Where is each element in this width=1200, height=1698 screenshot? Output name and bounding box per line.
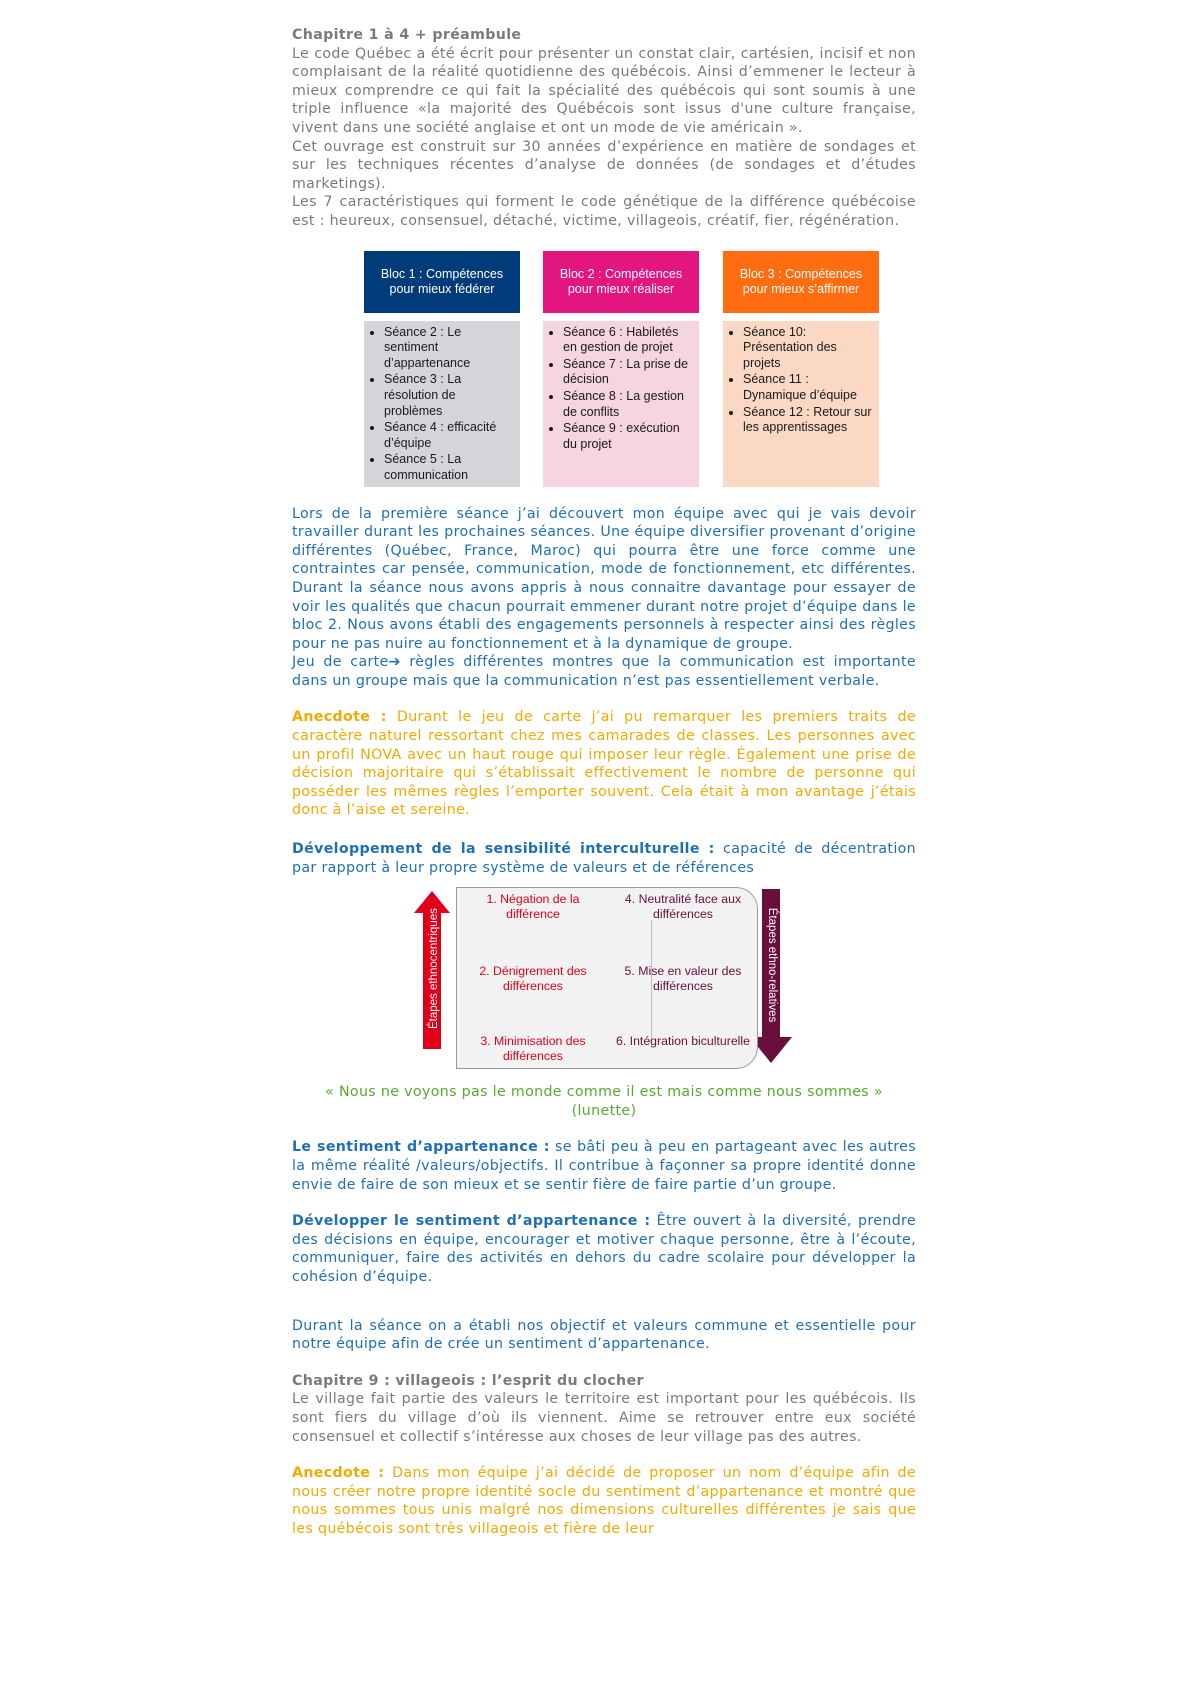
anecdote-1-text: Durant le jeu de carte j’ai pu remarquer les premiers traits de caractère naturel ressortant chez mes camarades de classes. Les personnes avec un profil NOVA avec un haut rouge qui imposer leur règle. Également une prise de décision majoritaire qui s’établissait effectivement le nombre de personne qui posséder les mêmes règles l’emporter souvent. Cela était à mon avantage j’étais donc à l’aise et sereine. (292, 709, 916, 819)
anecdote-2-label: Anecdote : (292, 1465, 385, 1482)
developper-text: Être ouvert à la diversité, prendre des décisions en équipe, encourager et motiver chaque personne, être à l’écoute, communiquer, faire des activités en dehors du cadre scolaire pour développer la cohésion d’équipe. (292, 1213, 916, 1285)
bloc-2-header: Bloc 2 : Compétences pour mieux réaliser (543, 251, 699, 313)
bloc-2-body (543, 321, 699, 487)
durant-paragraph: Durant la séance on a établi nos objectif et valeurs commune et essentielle pour notre équipe afin de crée un sentiment d’appartenance. (292, 1317, 916, 1353)
bloc-2-item: • Séance 6 : Habiletés en gestion de projet (563, 325, 693, 356)
stage-4-neutralite: 4. Neutralité face aux différences (624, 892, 742, 921)
bloc-3-item: • Séance 10: Présentation des projets (743, 325, 873, 372)
diagram-box (456, 887, 758, 1069)
chapter-9-paragraph: Le village fait partie des valeurs le territoire est important pour les québécois. Ils sont fiers du village d’où ils viennent. Aime se retrouver entre eux société consensuel et collectif s’intéresse aux choses de leur village pas des autres. (292, 1391, 916, 1445)
bloc-2-item: • Séance 9 : exécution du projet (563, 421, 693, 452)
bloc-1-body (364, 321, 520, 487)
seance-paragraph-1: Lors de la première séance j’ai découvert mon équipe avec qui je vais devoir travailler durant les prochaines séances. Une équipe diversifier provenant d’origine différentes (Québec, France, Maroc) qui pourra être une force comme une contraintes car pensée, communication, mode de fonctionnement, etc différentes. Durant la séance nous avons appris à nous connaitre davantage pour essayer de voir les qualités que chacun pourrait emmener durant notre projet d’équipe dans le bloc 2. Nous avons établi des engagements personnels à respecter ainsi des règles pour ne pas nuire au fonctionnement et à la dynamique de groupe. (292, 505, 916, 652)
bloc-3-item: • Séance 11 : Dynamique d’équipe (743, 372, 873, 403)
chapter-1-paragraph-2: Cet ouvrage est construit sur 30 années d’expérience en matière de sondages et sur les techniques récentes d’analyse de données (de sondages et d’études marketings). (292, 138, 916, 192)
ethnorelative-label: Étapes ethno-relatives (766, 908, 778, 1023)
bloc-2-item: • Séance 7 : La prise de décision (563, 357, 693, 388)
sentiment-text: se bâti peu à peu en partageant avec les autres la même réalité /valeurs/objectifs. Il contribue à façonner sa propre identité donne envie de faire de son mieux et se sentir fière de faire partie d’un groupe. (292, 1139, 916, 1193)
anecdote-2 (292, 1464, 916, 1538)
bloc-2 (543, 251, 699, 487)
bloc-1-item: • Séance 5 : La communication (384, 452, 514, 483)
interculturel-paragraph (292, 840, 916, 877)
seance-paragraph-2: Jeu de carte➔ règles différentes montres que la communication est importante dans un groupe mais que la communication n’est pas essentiellement verbale. (292, 654, 916, 689)
ethnocentric-label: Étapes ethnocentriques (428, 908, 440, 1030)
chapter-1-paragraph-3: Les 7 caractéristiques qui forment le code génétique de la différence québécoise est : heureux, consensuel, détaché, victime, villageois, créatif, fier, régénération. (292, 194, 916, 229)
chapter-9-title: Chapitre 9 : villageois : l’esprit du clocher (292, 1372, 644, 1389)
stage-3-minimisation: 3. Minimisation des différences (480, 1034, 586, 1063)
quote-line-1: « Nous ne voyons pas le monde comme il est mais comme nous sommes » (325, 1084, 883, 1101)
chapter-1-paragraph-1: Le code Québec a été écrit pour présenter un constat clair, cartésien, incisif et non complaisant de la réalité quotidienne des québécois. Ainsi d’emmener le lecteur à mieux comprendre ce qui fait la spécialité des québécois qui sont soumis à une triple influence «la majorité des Québécois sont issus d'une culture française, vivent dans une société anglaise et ont un mode de vie américain ». (292, 45, 916, 136)
bloc-3-body (723, 321, 879, 487)
stage-2-denigrement: 2. Dénigrement des différences (479, 964, 587, 993)
stage-6-integration: 6. Intégration biculturelle (616, 1034, 750, 1049)
developper-label: Développer le sentiment d’appartenance : (292, 1213, 651, 1230)
interculturel-label: Développement de la sensibilité interculturelle : (292, 841, 715, 858)
anecdote-1-label: Anecdote : (292, 709, 387, 726)
stage-5-mise-en-valeur: 5. Mise en valeur des différences (624, 964, 742, 993)
bloc-1-item: • Séance 2 : Le sentiment d’appartenance (384, 325, 514, 372)
interculturel-text: capacité de décentration par rapport à leur propre système de valeurs et de références (292, 841, 916, 876)
bloc-1 (364, 251, 520, 487)
stage-1-negation: 1. Négation de la différence (486, 892, 580, 921)
sentiment-paragraph (292, 1138, 916, 1194)
document-page (292, 26, 916, 1539)
sentiment-label: Le sentiment d’appartenance : (292, 1139, 550, 1156)
bloc-3 (723, 251, 879, 487)
bloc-1-header: Bloc 1 : Compétences pour mieux fédérer (364, 251, 520, 313)
bloc-2-item: • Séance 8 : La gestion de conflits (563, 389, 693, 420)
anecdote-2-text: Dans mon équipe j’ai décidé de proposer un nom d’équipe afin de nous créer notre propre identité socle du sentiment d’appartenance et montré que nous sommes tous unis malgré nos dimensions culturelles différentes je sais que les québécois sont très villageois et fière de leur (292, 1465, 916, 1537)
bloc-1-item: • Séance 3 : La résolution de problèmes (384, 372, 514, 419)
anecdote-1 (292, 708, 916, 820)
bloc-3-item: • Séance 12 : Retour sur les apprentissages (743, 405, 873, 436)
chapter-1-title: Chapitre 1 à 4 + préambule (292, 27, 522, 43)
intercultural-diagram (410, 887, 840, 1075)
bloc-3-header: Bloc 3 : Compétences pour mieux s’affirmer (723, 251, 879, 313)
quote-line-2: (lunette) (571, 1102, 637, 1119)
blocs-figure (364, 251, 884, 487)
bloc-1-item: • Séance 4 : efficacité d’équipe (384, 420, 514, 451)
developper-paragraph (292, 1212, 916, 1286)
